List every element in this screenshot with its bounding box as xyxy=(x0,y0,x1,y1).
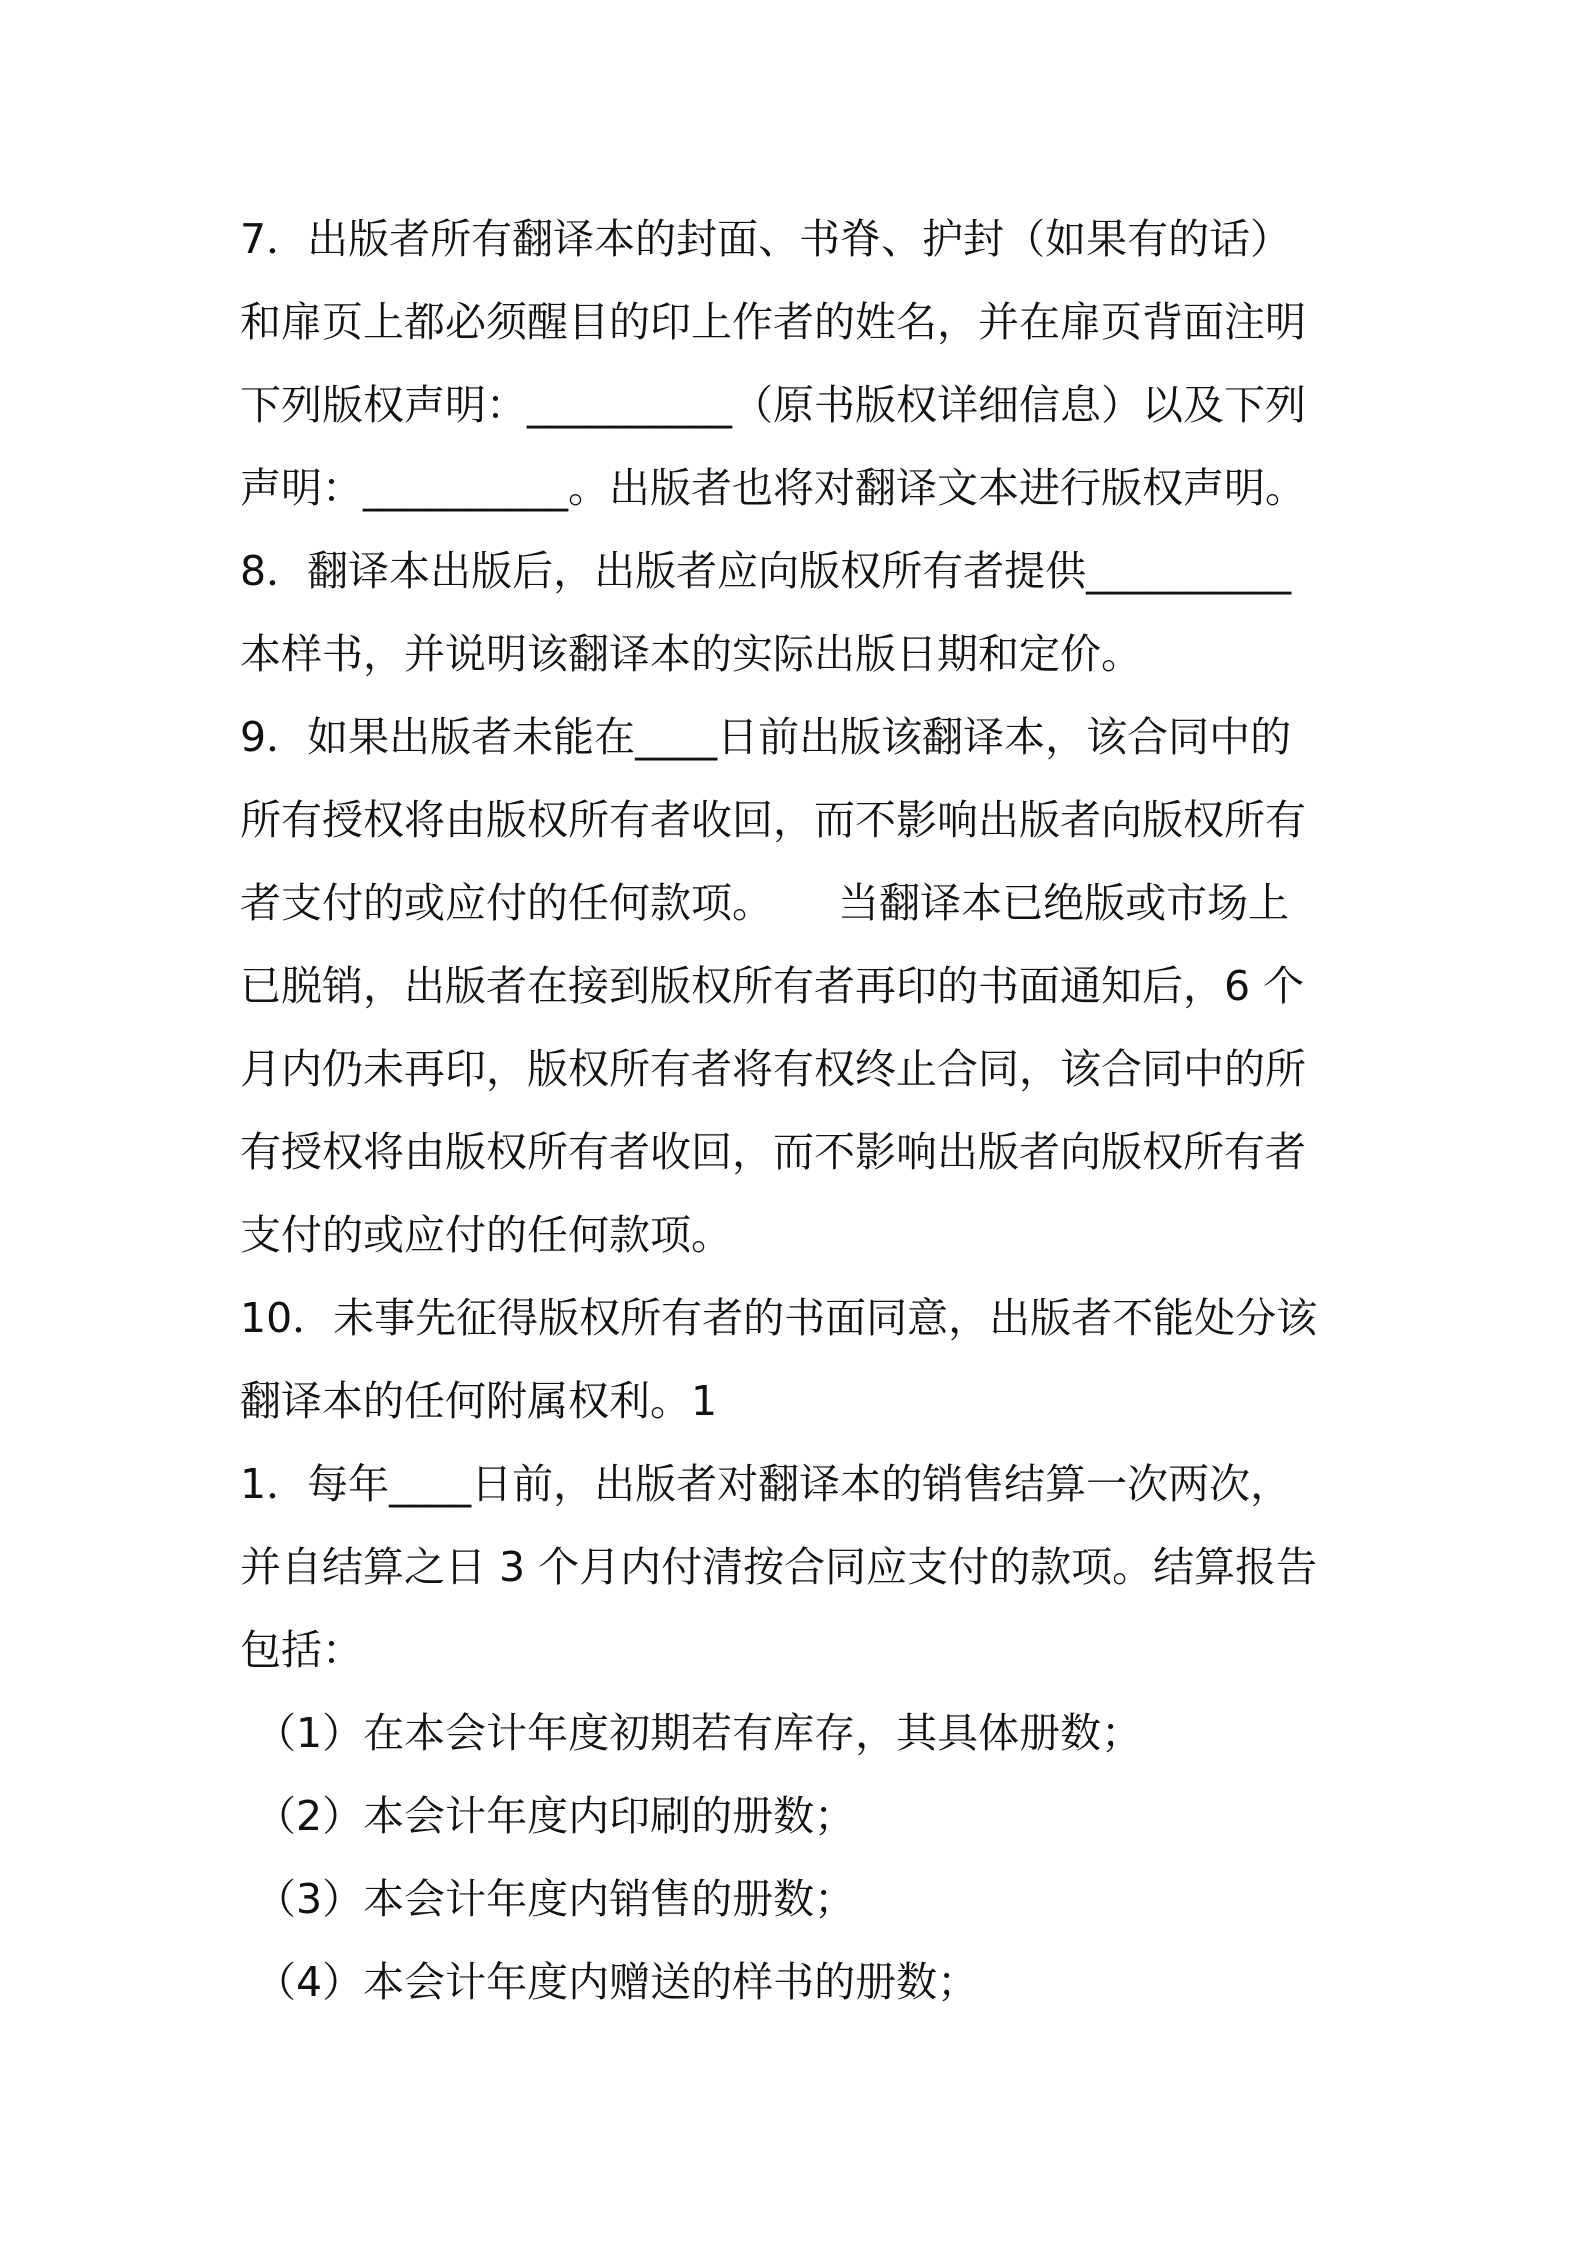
text-line: 9．如果出版者未能在____日前出版该翻译本，该合同中的 xyxy=(240,713,1292,761)
text-line: 月内仍未再印，版权所有者将有权终止合同，该合同中的所 xyxy=(240,1045,1306,1093)
text-line: 包括： xyxy=(240,1626,363,1674)
text-line: 所有授权将由版权所有者收回，而不影响出版者向版权所有 xyxy=(240,796,1306,844)
text-line: 和扉页上都必须醒目的印上作者的姓名，并在扉页背面注明 xyxy=(240,298,1306,346)
text-line: 翻译本的任何附属权利。1 xyxy=(240,1377,718,1425)
text-line: 有授权将由版权所有者收回，而不影响出版者向版权所有者 xyxy=(240,1128,1306,1176)
list-item: （4）本会计年度内赠送的样书的册数； xyxy=(255,1958,979,2006)
list-item: （2）本会计年度内印刷的册数； xyxy=(255,1792,856,1840)
document-body xyxy=(240,198,1360,2024)
list-item: （1）在本会计年度初期若有库存，其具体册数； xyxy=(255,1709,1143,1757)
text-line: 下列版权声明：__________（原书版权详细信息）以及下列 xyxy=(240,381,1306,429)
text-line: 10．未事先征得版权所有者的书面同意，出版者不能处分该 xyxy=(240,1294,1318,1342)
text-line: 者支付的或应付的任何款项。 当翻译本已绝版或市场上 xyxy=(240,879,1290,927)
text-line: 8．翻译本出版后，出版者应向版权所有者提供__________ xyxy=(240,547,1292,595)
text-line: 1．每年____日前，出版者对翻译本的销售结算一次两次， xyxy=(240,1460,1292,1508)
list-item: （3）本会计年度内销售的册数； xyxy=(255,1875,856,1923)
text-line: 已脱销，出版者在接到版权所有者再印的书面通知后，6 个 xyxy=(240,962,1305,1010)
text-line: 本样书，并说明该翻译本的实际出版日期和定价。 xyxy=(240,630,1142,678)
text-line: 支付的或应付的任何款项。 xyxy=(240,1211,732,1259)
text-line: 并自结算之日 3 个月内付清按合同应支付的款项。结算报告 xyxy=(240,1543,1318,1591)
text-line: 7．出版者所有翻译本的封面、书脊、护封（如果有的话） xyxy=(240,215,1292,263)
text-line: 声明：__________。出版者也将对翻译文本进行版权声明。 xyxy=(240,464,1306,512)
